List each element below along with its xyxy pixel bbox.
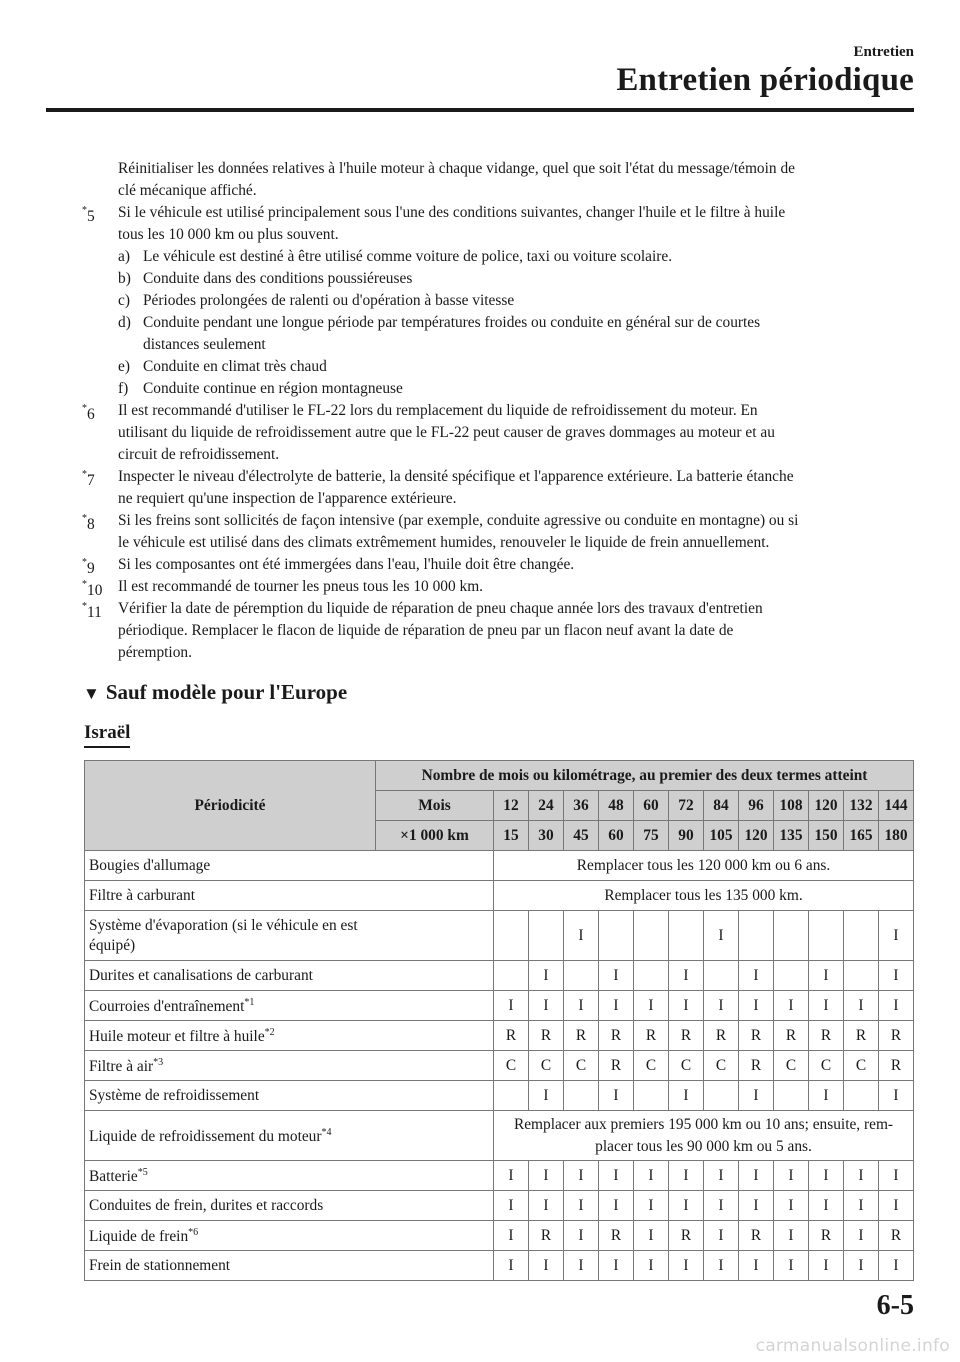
interval-cell: I — [494, 1191, 529, 1221]
note-5-sub-e: e) Conduite en climat très chaud — [118, 358, 327, 375]
interval-cell: I — [844, 1251, 879, 1281]
note-5-sub-c: c) Périodes prolongées de ralenti ou d'opération à basse vitesse — [118, 292, 515, 309]
interval-cell: I — [739, 991, 774, 1021]
note-5-sub-b: b) Conduite dans des conditions poussiéreuses — [118, 270, 413, 287]
interval-cell: C — [809, 1051, 844, 1081]
table-row — [85, 1081, 914, 1111]
interval-cell: I — [879, 911, 914, 961]
item-label: Liquide de refroidissement du moteur$^{*4}$ — [85, 1111, 494, 1161]
interval-cell: 150 — [809, 821, 844, 851]
interval-cell: I — [809, 1081, 844, 1111]
interval-cell: R — [739, 1051, 774, 1081]
interval-cell: C — [529, 1051, 564, 1081]
interval-cell: I — [774, 991, 809, 1021]
interval-cell: I — [739, 1191, 774, 1221]
interval-cell: I — [529, 1161, 564, 1191]
interval-cell: C — [704, 1051, 739, 1081]
item-label: Filtre à carburant — [85, 881, 494, 911]
interval-cell: I — [879, 1081, 914, 1111]
note-marker: *7 — [82, 469, 95, 490]
interval-cell: I — [774, 1161, 809, 1191]
interval-cell: I — [704, 1251, 739, 1281]
item-label: Courroies d'entraînement$^{*1}$ — [85, 991, 494, 1021]
watermark: carmanualsonline.info — [755, 1336, 950, 1356]
item-label: Système d'évaporation (si le véhicule en est équipé) — [85, 911, 494, 961]
interval-cell — [564, 1081, 599, 1111]
page-title: Entretien périodique — [616, 62, 914, 98]
item-label: Frein de stationnement — [85, 1251, 494, 1281]
table-row — [85, 851, 914, 881]
interval-cell: C — [564, 1051, 599, 1081]
note-5: *5 Si le véhicule est utilisé principalement sous l'une des conditions suivantes, changer l'huile et le filtre à huile tous les 10 000 km ou plus souvent. a) Le véhicule est destiné à être utilisé comme voiture de police, taxi ou voiture scolaire. b) Conduite dans des conditions poussiéreuses c) Périodes prolongées de ralenti ou d'opération à basse vitesse d) Conduite pendant une longue période par températures froides ou conduite en général sur de courtes distances seulement e) Conduite en climat très chaud f) Conduite continue en région montagneuse — [82, 202, 917, 400]
table-row — [85, 1221, 914, 1251]
interval-cell: 48 — [599, 791, 634, 821]
span-header: Nombre de mois ou kilométrage, au premier des deux termes atteint — [376, 761, 914, 791]
interval-cell — [494, 911, 529, 961]
interval-cell: C — [669, 1051, 704, 1081]
interval-cell: 60 — [634, 791, 669, 821]
interval-cell: R — [879, 1221, 914, 1251]
interval-cell: 36 — [564, 791, 599, 821]
note-marker: *5 — [82, 205, 95, 226]
table-row — [85, 961, 914, 991]
interval-cell: I — [669, 1191, 704, 1221]
interval-cell: R — [669, 1021, 704, 1051]
interval-cell: R — [599, 1221, 634, 1251]
interval-cell: R — [494, 1021, 529, 1051]
note-marker: *11 — [82, 601, 102, 622]
table-row — [85, 1161, 914, 1191]
interval-cell: I — [669, 991, 704, 1021]
item-label: Huile moteur et filtre à huile$^{*2}$ — [85, 1021, 494, 1051]
interval-cell: I — [879, 1161, 914, 1191]
table-row — [85, 1111, 914, 1161]
interval-cell: I — [669, 1081, 704, 1111]
footnotes — [82, 158, 917, 664]
interval-cell: I — [844, 991, 879, 1021]
table-header-row — [85, 761, 914, 791]
section-header: Entretien — [853, 44, 914, 60]
interval-cell: I — [494, 1161, 529, 1191]
note-marker: *9 — [82, 557, 95, 578]
interval-cell: I — [494, 1251, 529, 1281]
interval-cell: I — [634, 1191, 669, 1221]
interval-cell: I — [844, 1191, 879, 1221]
interval-cell — [704, 1081, 739, 1111]
note-5-sub-f: f) Conduite continue en région montagneuse — [118, 380, 403, 397]
page-number: 6-5 — [876, 1290, 914, 1321]
item-label: Liquide de frein$^{*6}$ — [85, 1221, 494, 1251]
interval-cell — [634, 911, 669, 961]
interval-cell: I — [634, 1251, 669, 1281]
interval-cell: C — [774, 1051, 809, 1081]
note-10: *10 Il est recommandé de tourner les pneus tous les 10 000 km. — [82, 576, 917, 598]
interval-cell: 120 — [809, 791, 844, 821]
interval-cell: I — [494, 1221, 529, 1251]
interval-cell: I — [669, 1251, 704, 1281]
interval-cell: I — [809, 1251, 844, 1281]
note-marker: *8 — [82, 513, 95, 534]
interval-cell — [739, 911, 774, 961]
interval-cell: I — [704, 1161, 739, 1191]
interval-cell: R — [634, 1021, 669, 1051]
subsection-title: Israël — [84, 722, 130, 748]
interval-cell: 45 — [564, 821, 599, 851]
note-6: *6 Il est recommandé d'utiliser le FL-22 lors du remplacement du liquide de refroidissement du moteur. En utilisant du liquide de refroidissement autre que le FL-22 peut causer de graves dommages au moteur et au circuit de refroidissement. — [82, 402, 775, 463]
interval-cell — [774, 961, 809, 991]
table-row — [85, 991, 914, 1021]
table-row — [85, 1051, 914, 1081]
note-continuation: Réinitialiser les données relatives à l'huile moteur à chaque vidange, quel que soit l'état du message/témoin de clé mécanique affiché. — [118, 160, 795, 199]
interval-cell: I — [669, 1161, 704, 1191]
interval-cell: I — [634, 1161, 669, 1191]
note-5-sub-d: d) Conduite pendant une longue période par températures froides ou conduite en général sur de courtes distances seulement — [118, 314, 761, 353]
note-8: *8 Si les freins sont sollicités de façon intensive (par exemple, conduite agressive ou conduite en montagne) ou si le véhicule est utilisé dans des climats extrêmement humides, renouveler le liquide de frein annuellement. — [82, 512, 799, 551]
interval-cell: 180 — [879, 821, 914, 851]
interval-cell: I — [529, 1251, 564, 1281]
interval-cell: I — [494, 991, 529, 1021]
item-label: Batterie$^{*5}$ — [85, 1161, 494, 1191]
interval-cell: I — [879, 991, 914, 1021]
triangle-down-icon: ▼ — [83, 684, 100, 703]
interval-cell: 165 — [844, 821, 879, 851]
table-row — [85, 1251, 914, 1281]
note-marker: *6 — [82, 403, 95, 424]
item-label: Durites et canalisations de carburant — [85, 961, 494, 991]
interval-cell: R — [669, 1221, 704, 1251]
maintenance-table — [84, 760, 914, 1281]
interval-cell: I — [564, 1221, 599, 1251]
interval-cell: I — [844, 1161, 879, 1191]
note-5-sub-a: a) Le véhicule est destiné à être utilisé comme voiture de police, taxi ou voiture scolaire. — [118, 248, 673, 265]
interval-cell: I — [774, 1221, 809, 1251]
interval-cell: I — [669, 961, 704, 991]
note-7: *7 Inspecter le niveau d'électrolyte de batterie, la densité spécifique et l'apparence extérieure. La batterie étanche ne requiert qu'une inspection de l'apparence extérieure. — [82, 468, 794, 507]
interval-cell: 144 — [879, 791, 914, 821]
interval-cell: R — [809, 1021, 844, 1051]
interval-cell — [704, 961, 739, 991]
interval-cell: I — [809, 1161, 844, 1191]
interval-cell — [844, 1081, 879, 1111]
interval-cell: I — [704, 1221, 739, 1251]
interval-cell: I — [809, 961, 844, 991]
interval-cell: R — [809, 1221, 844, 1251]
interval-cell: I — [599, 961, 634, 991]
interval-cell: C — [634, 1051, 669, 1081]
interval-cell: I — [599, 1191, 634, 1221]
interval-text: Remplacer tous les 135 000 km. — [494, 881, 914, 911]
interval-cell: I — [529, 961, 564, 991]
interval-cell: R — [879, 1021, 914, 1051]
note-9: *9 Si les composantes ont été immergées dans l'eau, l'huile doit être changée. — [82, 554, 917, 576]
interval-cell: I — [529, 1191, 564, 1221]
interval-cell: I — [564, 911, 599, 961]
interval-cell: 108 — [774, 791, 809, 821]
periodicite-header: Périodicité — [85, 761, 376, 851]
interval-cell: I — [634, 1221, 669, 1251]
interval-cell: I — [599, 1081, 634, 1111]
interval-cell: 30 — [529, 821, 564, 851]
interval-cell: R — [739, 1021, 774, 1051]
table-row — [85, 881, 914, 911]
interval-cell: I — [599, 1251, 634, 1281]
interval-cell: I — [809, 1191, 844, 1221]
km-label: ×1 000 km — [376, 821, 494, 851]
interval-cell: I — [704, 911, 739, 961]
interval-cell: I — [774, 1191, 809, 1221]
interval-cell: I — [739, 1161, 774, 1191]
interval-cell: 84 — [704, 791, 739, 821]
item-label: Conduites de frein, durites et raccords — [85, 1191, 494, 1221]
interval-cell: I — [739, 1081, 774, 1111]
interval-cell: I — [879, 1191, 914, 1221]
interval-cell: R — [599, 1051, 634, 1081]
interval-cell: I — [634, 991, 669, 1021]
interval-cell — [634, 961, 669, 991]
section-title: ▼ Sauf modèle pour l'Europe — [83, 680, 348, 704]
interval-cell: 96 — [739, 791, 774, 821]
item-label: Système de refroidissement — [85, 1081, 494, 1111]
interval-cell: I — [809, 991, 844, 1021]
interval-cell — [599, 911, 634, 961]
interval-cell: I — [599, 991, 634, 1021]
interval-cell — [774, 911, 809, 961]
interval-cell: I — [879, 1251, 914, 1281]
interval-cell: 24 — [529, 791, 564, 821]
interval-text: Remplacer aux premiers 195 000 km ou 10 ans; ensuite, rem- placer tous les 90 000 km ou 5 ans. — [494, 1111, 914, 1161]
interval-cell: I — [564, 1161, 599, 1191]
interval-cell: 90 — [669, 821, 704, 851]
interval-cell: R — [844, 1021, 879, 1051]
interval-cell: 15 — [494, 821, 529, 851]
item-label: Filtre à air$^{*3}$ — [85, 1051, 494, 1081]
interval-cell: I — [704, 1191, 739, 1221]
interval-cell — [494, 961, 529, 991]
note-11: *11 Vérifier la date de péremption du liquide de réparation de pneu chaque année lors des travaux d'entretien périodique. Remplacer le flacon de liquide de réparation de pneu par un flacon neuf avant la date de péremption. — [82, 600, 763, 661]
interval-cell: I — [564, 1191, 599, 1221]
interval-cell — [564, 961, 599, 991]
months-label: Mois — [376, 791, 494, 821]
interval-cell — [669, 911, 704, 961]
interval-cell: I — [844, 1221, 879, 1251]
interval-cell: I — [529, 991, 564, 1021]
table-row — [85, 1021, 914, 1051]
interval-cell: R — [529, 1221, 564, 1251]
interval-cell — [529, 911, 564, 961]
interval-cell — [774, 1081, 809, 1111]
interval-cell: 105 — [704, 821, 739, 851]
interval-cell: I — [704, 991, 739, 1021]
interval-cell: 12 — [494, 791, 529, 821]
interval-cell — [494, 1081, 529, 1111]
table-row — [85, 1191, 914, 1221]
interval-cell — [844, 911, 879, 961]
table-row — [85, 911, 914, 961]
interval-cell: 60 — [599, 821, 634, 851]
item-label: Bougies d'allumage — [85, 851, 494, 881]
interval-cell: R — [564, 1021, 599, 1051]
interval-cell: R — [599, 1021, 634, 1051]
interval-cell — [809, 911, 844, 961]
interval-cell: R — [774, 1021, 809, 1051]
interval-cell: I — [879, 961, 914, 991]
interval-cell: 132 — [844, 791, 879, 821]
interval-cell: I — [599, 1161, 634, 1191]
interval-cell: R — [704, 1021, 739, 1051]
interval-cell — [634, 1081, 669, 1111]
interval-cell: C — [494, 1051, 529, 1081]
header-rule — [46, 108, 914, 112]
interval-cell: R — [879, 1051, 914, 1081]
interval-cell: 135 — [774, 821, 809, 851]
interval-text: Remplacer tous les 120 000 km ou 6 ans. — [494, 851, 914, 881]
interval-cell: I — [739, 1251, 774, 1281]
interval-cell: R — [739, 1221, 774, 1251]
note-marker: *10 — [82, 579, 103, 600]
interval-cell: C — [844, 1051, 879, 1081]
interval-cell: 72 — [669, 791, 704, 821]
interval-cell: 120 — [739, 821, 774, 851]
interval-cell: 75 — [634, 821, 669, 851]
interval-cell: I — [529, 1081, 564, 1111]
interval-cell: I — [739, 961, 774, 991]
interval-cell: I — [564, 1251, 599, 1281]
interval-cell: I — [774, 1251, 809, 1281]
interval-cell: I — [564, 991, 599, 1021]
interval-cell: R — [529, 1021, 564, 1051]
interval-cell — [844, 961, 879, 991]
